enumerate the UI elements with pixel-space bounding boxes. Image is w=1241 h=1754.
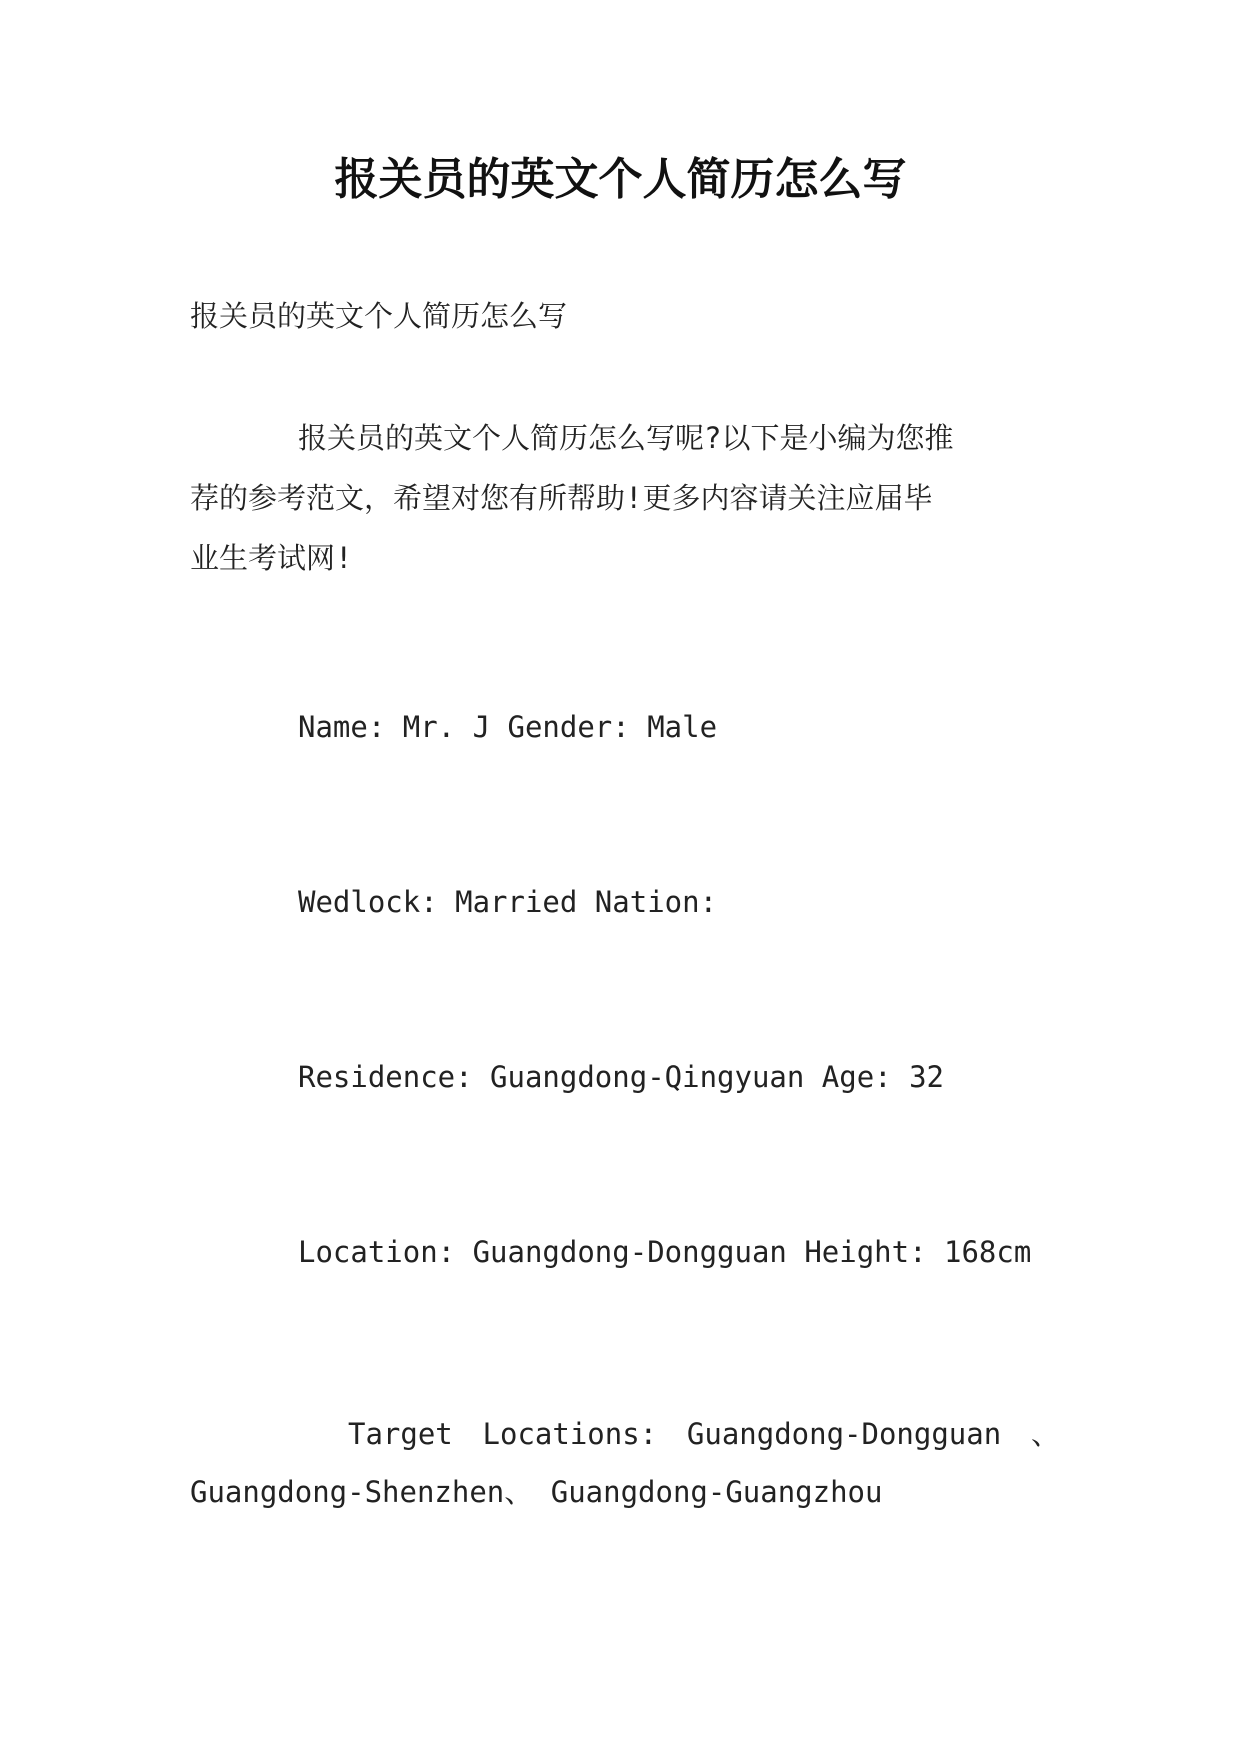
target-locations-paragraph bbox=[190, 1405, 1060, 1521]
target-locations-line-1 bbox=[190, 1405, 1060, 1463]
document-subtitle: 报关员的英文个人简历怎么写 bbox=[190, 299, 568, 333]
page-title: 报关员的英文个人简历怎么写 bbox=[334, 154, 907, 205]
name-gender-line: Name: Mr. J Gender: Male bbox=[298, 710, 718, 744]
residence-age-line: Residence: Guangdong-Qingyuan Age: 32 bbox=[298, 1060, 945, 1094]
wedlock-nation-line: Wedlock: Married Nation: bbox=[298, 885, 718, 919]
intro-line: 荐的参考范文，希望对您有所帮助!更多内容请关注应届毕 bbox=[190, 481, 933, 515]
location-height-line: Location: Guangdong-Dongguan Height: 168cm bbox=[298, 1235, 1032, 1269]
intro-paragraph bbox=[190, 408, 1060, 588]
intro-line: 报关员的英文个人简历怎么写呢?以下是小编为您推 bbox=[298, 421, 954, 455]
target-word: Locations: bbox=[482, 1417, 658, 1451]
target-word: Target bbox=[348, 1417, 453, 1451]
target-locations-line-2: Guangdong-Shenzhen、 Guangdong-Guangzhou bbox=[190, 1475, 883, 1509]
target-word: 、 bbox=[1030, 1417, 1060, 1451]
intro-line: 业生考试网! bbox=[190, 541, 353, 575]
target-word: Guangdong-Dongguan bbox=[686, 1417, 1002, 1451]
